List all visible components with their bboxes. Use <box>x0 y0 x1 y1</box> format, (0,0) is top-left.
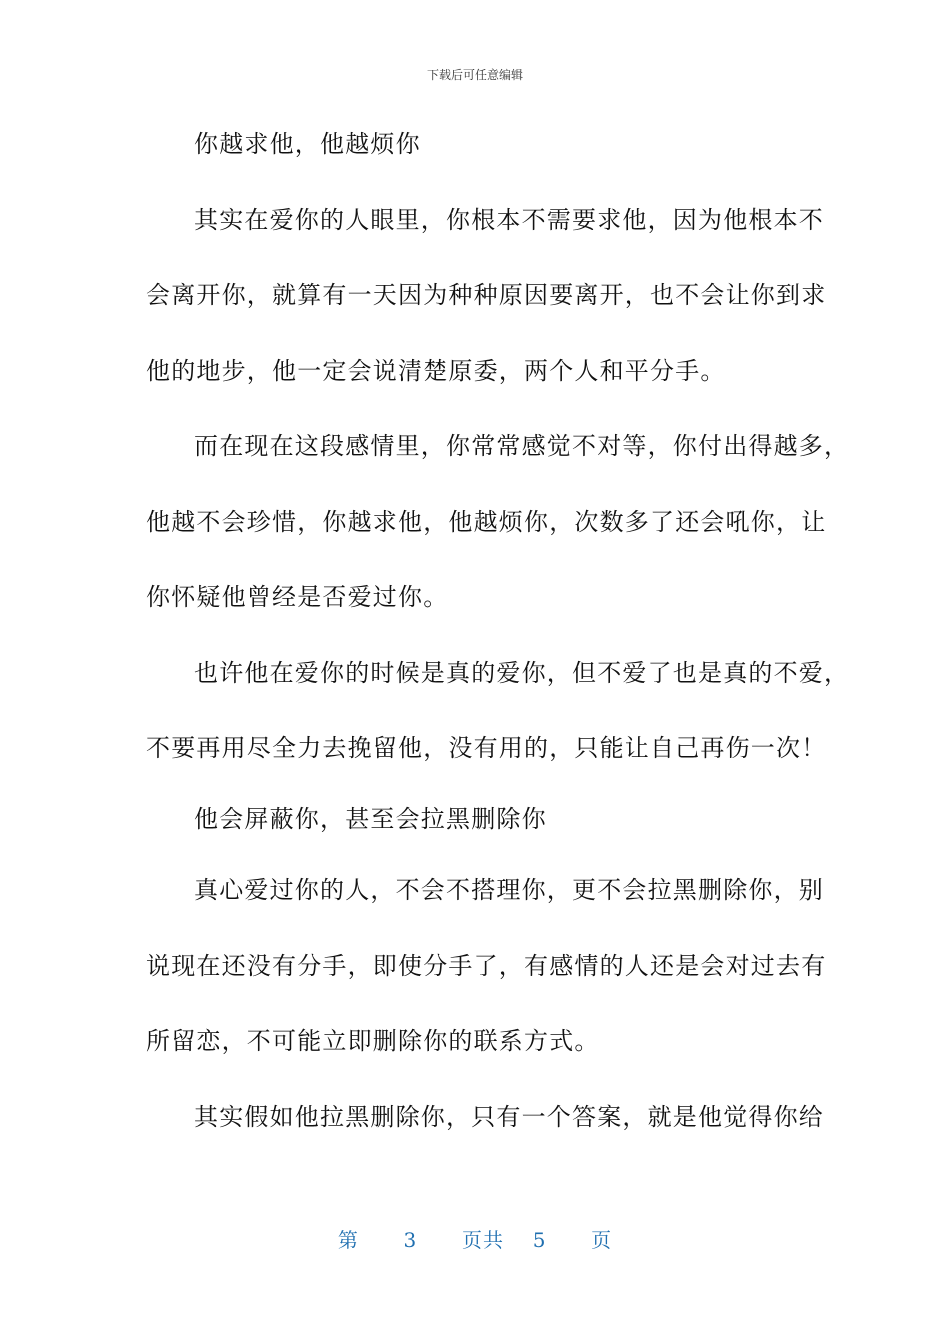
paragraph-line: 不要再用尽全力去挽留他，没有用的，只能让自己再伤一次！ <box>146 734 827 762</box>
page-footer <box>0 1224 950 1253</box>
paragraph-line: 其实在爱你的人眼里，你根本不需要求他，因为他根本不 <box>194 205 824 234</box>
heading-line: 他会屏蔽你，甚至会拉黑删除你 <box>194 805 547 833</box>
paragraph-line: 他越不会珍惜，你越求他，他越烦你，次数多了还会吼你，让 <box>146 507 827 536</box>
paragraph-line: 所留恋，不可能立即删除你的联系方式。 <box>146 1027 600 1055</box>
paragraph-line: 其实假如他拉黑删除你，只有一个答案，就是他觉得你给 <box>194 1102 824 1131</box>
paragraph-line: 真心爱过你的人，不会不搭理你，更不会拉黑删除你，别 <box>194 876 824 904</box>
footer-middle: 页共 <box>462 1228 504 1252</box>
footer-total-pages: 5 <box>532 1228 547 1252</box>
document-body <box>146 118 850 1166</box>
footer-page-number: 3 <box>403 1228 418 1252</box>
footer-suffix: 页 <box>591 1228 613 1252</box>
paragraph-line: 而在现在这段感情里，你常常感觉不对等，你付出得越多， <box>194 432 850 460</box>
paragraph-line: 也许他在爱你的时候是真的爱你，但不爱了也是真的不爱， <box>194 658 850 687</box>
paragraph-line: 会离开你，就算有一天因为种种原因要离开，也不会让你到求 <box>146 281 827 309</box>
paragraph-line: 他的地步，他一定会说清楚原委，两个人和平分手。 <box>146 356 726 385</box>
paragraph-line: 说现在还没有分手，即使分手了，有感情的人还是会对过去有 <box>146 951 827 980</box>
paragraph-line: 你怀疑他曾经是否爱过你。 <box>146 583 449 611</box>
page-header: 下载后可任意编辑 <box>426 68 523 82</box>
heading-line: 你越求他，他越烦你 <box>194 130 421 158</box>
footer-prefix: 第 <box>337 1228 359 1252</box>
